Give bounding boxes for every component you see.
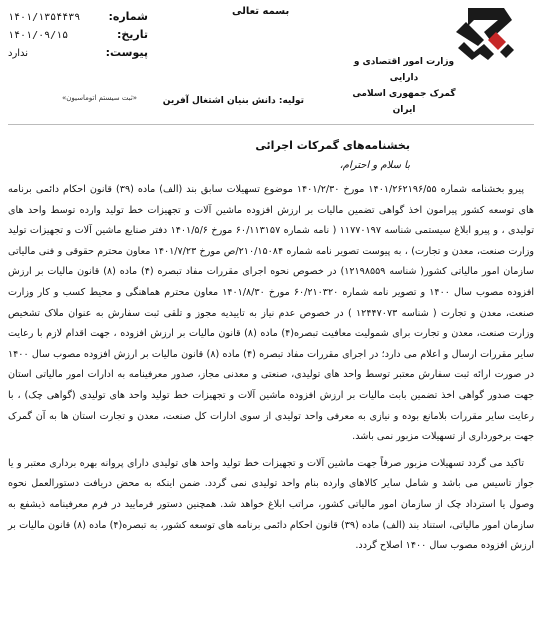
letter-meta [8, 10, 148, 64]
recipient-line: تولیه: دانش بنیان اشتغال آفرین [162, 96, 304, 106]
body-paragraph: پیرو بخشنامه شماره ۱۴۰۱/۲۶۲۱۹۶/۵۵ مورخ ۱۴۰۱/۲/۳۰ موضوع تسهیلات سابق بند (الف) ماده (۳۹) قانون احکام دائمی برنامه های توسعه کشور پیرامون اخذ گواهی تضمین مالیات بر ارزش افزوده ماشین آلات و تجهیزات خط تولید وارده توسط واحد های تولیدی ، و پیرو ابلاغ سیستمی شناسه ۱۱۷۷۰۱۹۷ ( نامه شماره ۶۰/۱۱۳۱۵۷ مورخ ۱۴۰۱/۵/۶ دفتر صنایع ماشین آلات و تجهیزات تولید وزارت صنعت، معدن و تجارت) ، به پیوست تصویر نامه شماره ۲۱۰/۱۵۰۸۴/ص مورخ ۱۴۰۱/۷/۲۳ معاون محترم حقوقی و فنی مالیاتی سازمان امور مالیاتی کشور( شناسه ۱۲۱۹۸۵۵۹) در خصوص نحوه اجرای مقررات مفاد تبصره (۴) ماده (۸) قانون مالیات بر ارزش افزوده مصوب سال ۱۴۰۰ و تصویر نامه شماره ۶۰/۲۱۰۳۲۰ مورخ ۱۴۰۱/۸/۳۰ معاون محترم هماهنگی و محیط کسب و کار وزارت صنعت، معدن و تجارت ( شناسه ۱۲۴۴۷۰۷۳ ) در خصوص عدم نیاز به تاییدیه مجوز و تلقی ثبت سفارش به عنوان ملاک تشخیص وزارت صنعت، معدن و تجارت برای شمولیت معافیت تبصره(۴) ماده (۸) قانون مالیات بر ارزش افزوده ، جهت اقدام لازم با رعایت سایر مقررات ارسال و اعلام می دارد؛ در اجرای مقررات مفاد تبصره (۴) ماده (۸) قانون مالیات بر ارزش افزوده مصوب سال ۱۴۰۰ در صورت ارائه ثبت سفارش معتبر توسط واحد های تولیدی، صنعتی و معدنی مجاز، صدور معرفینامه به ادارات امور مالیاتی استان جهت صدور گواهی اخذ تضمین بابت مالیات بر ارزش افزوده ماشین آلات و تجهیزات خط تولید واحد های تولیدی (گواهی چک) ، با رعایت سایر مقررات بلامانع بوده و نیازی به معرفی واحد تولیدی از سوی ادارات کل صنعت، معدن و تجارت استان ها به آن گمرک جهت برخورداری از تسهیلات مزبور نمی باشد. [8, 184, 535, 443]
organization-name [344, 54, 464, 118]
meta-number [8, 10, 148, 28]
header-divider [8, 124, 534, 125]
greeting: با سلام و احترام، [339, 160, 410, 171]
meta-attachment-label: پیوست: [105, 46, 148, 59]
meta-date [8, 28, 148, 46]
meta-attachment [8, 46, 148, 64]
system-note: «ثبت سیستم اتوماسیون» [62, 94, 138, 102]
bismillah-heading: بسمه تعالی [232, 6, 290, 17]
meta-attachment-value: ندارد [8, 48, 29, 59]
meta-number-value: ۱۴۰۱/۱۳۵۴۴۳۹ [8, 12, 81, 23]
organization-line-customs: گمرک جمهوری اسلامی ایران [352, 89, 456, 115]
circular-title: بخشنامه‌های گمرکات اجرائی [255, 139, 410, 152]
body-paragraph: تاکید می گردد تسهیلات مزبور صرفاً جهت ماشین آلات و تجهیزات خط تولید واحد های تولیدی دارای پروانه بهره برداری معتبر و یا جواز تاسیس می باشد و شامل سایر کالاهای وارده بنام واحد تولیدی نمی گردد. ضمن اینکه به محض دریافت دستورالعمل نحوه وصول یا استرداد چک از سازمان امور مالیاتی کشور، مراتب ابلاغ خواهد شد. همچنین دستور فرمایید در فرم معرفینامه ذیشفع به سازمان امور مالیاتی، استناد بند (الف) ماده (۳۹) قانون احکام دائمی برنامه های توسعه کشور، به تبصره(۴) ماده (۸) قانون مالیات بر ارزش افزوده مصوب سال ۱۴۰۰ اصلاح گردد. [8, 457, 534, 552]
meta-number-label: شماره: [108, 10, 148, 23]
meta-date-value: ۱۴۰۱/۰۹/۱۵ [8, 30, 69, 41]
organization-line-ministry: وزارت امور اقتصادی و دارایی [353, 57, 455, 83]
meta-date-label: تاریخ: [116, 28, 148, 41]
letter-body [8, 180, 534, 557]
